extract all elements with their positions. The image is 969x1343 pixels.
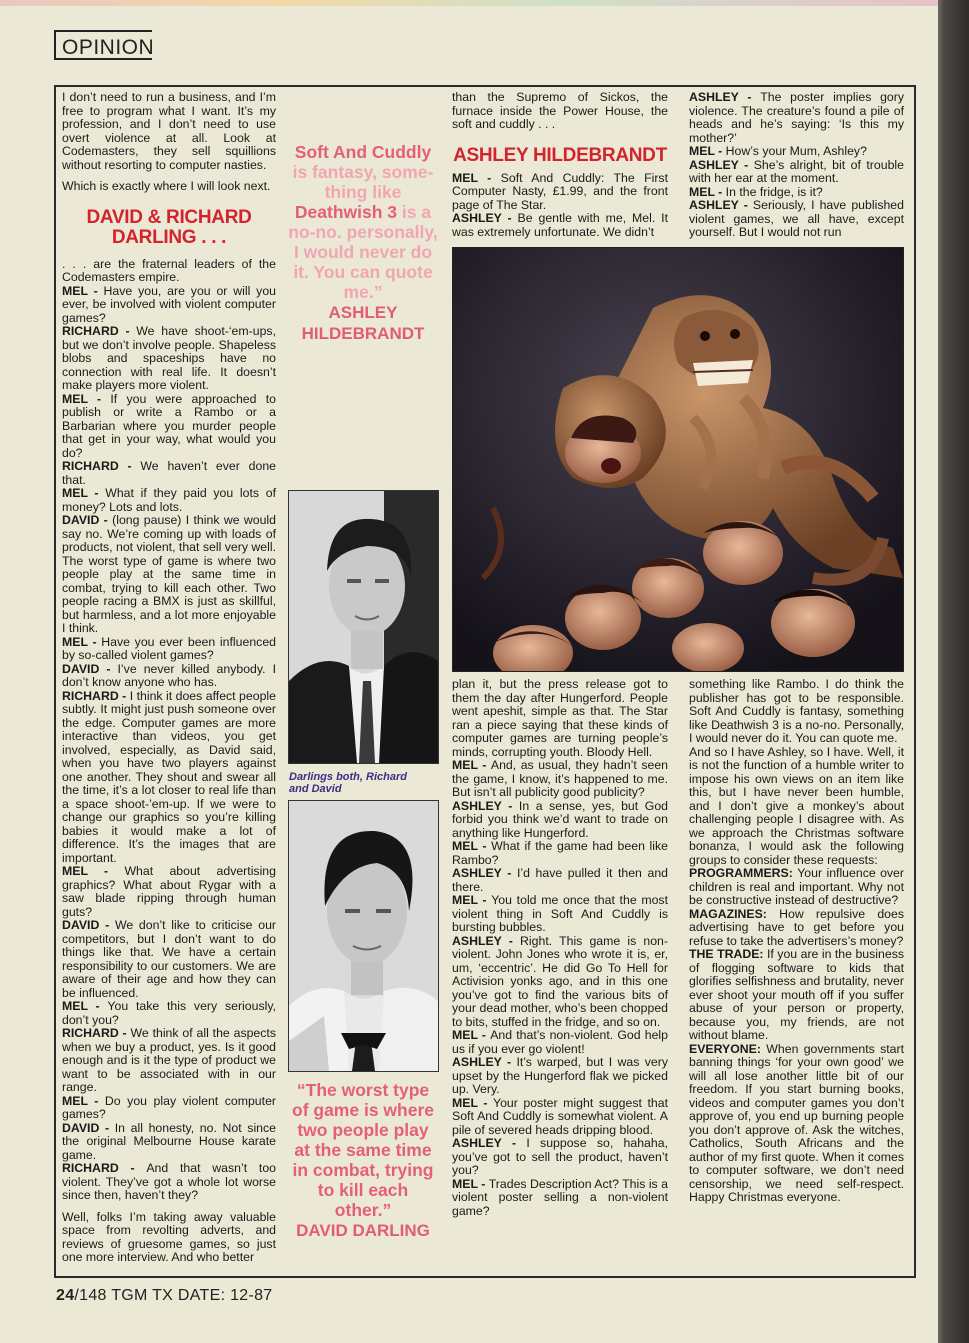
- pull-quote-text: “The worst type of game is where two people play at the same time in combat, trying to kill each other.”: [292, 1080, 434, 1220]
- interview-line: [452, 1029, 668, 1056]
- speaker-label: MEL -: [62, 864, 125, 878]
- interview-line: [452, 867, 668, 894]
- interview-line: [62, 285, 276, 326]
- column-3-bottom: [452, 678, 668, 1218]
- speech-text: I think it does affect people subtly. It might just push someone over the edge. Computer games are more interactive than videos, you get involved, especially, as David said, when you have two players against one another. They shout and swear all the time, it’s a lot closer to real life than a space shoot-’em-up. If we were to change our graphics so you’re killing babies it would make a lot of difference. It’s the images that are important.: [62, 688, 276, 865]
- speaker-label: MEL -: [452, 893, 492, 907]
- speaker-label: DAVID -: [62, 661, 118, 676]
- speech-text: Have you ever been influenced by so-called violent games?: [62, 634, 276, 662]
- speaker-label: MEL -: [452, 170, 501, 185]
- speaker-label: MEL -: [62, 1093, 105, 1108]
- col3-bottom-interview: [452, 678, 668, 1218]
- speaker-label: DAVID -: [62, 513, 113, 527]
- speech-text: Be gentle with me, Mel. It was extremely unfortunate. We didn’t: [452, 211, 668, 239]
- interview-line: [62, 1122, 276, 1163]
- poster-artwork-icon: [453, 248, 903, 671]
- column-4-top: [689, 91, 904, 240]
- intro-paragraph: Which is exactly where I will look next.: [62, 179, 271, 193]
- pull-quote-attribution: DAVID DARLING: [296, 1221, 430, 1240]
- pull-quote-attribution: ASHLEY HILDEBRANDT: [301, 303, 425, 343]
- interview-line: [452, 894, 668, 935]
- interview-line: [689, 91, 904, 145]
- speaker-label: ASHLEY -: [689, 198, 753, 212]
- top-color-strip: [0, 0, 938, 6]
- speaker-label: MEL -: [452, 1176, 489, 1191]
- speaker-label: ASHLEY -: [452, 798, 519, 813]
- interview-line: [62, 325, 276, 393]
- speech-text: You take this very seriously, don’t you?: [62, 999, 276, 1027]
- speaker-label: ASHLEY -: [452, 866, 517, 880]
- pull-quote-darling: [288, 1080, 438, 1241]
- interview-line: [62, 1027, 276, 1095]
- col4-top-interview: [689, 91, 904, 240]
- speech-text: I suppose so, hahaha, you’ve got to sell the product, haven’t you?: [452, 1136, 668, 1177]
- interview-line: [689, 948, 904, 1043]
- section-label: OPINION: [54, 30, 152, 60]
- interview-line: [452, 1056, 668, 1097]
- speech-text: What if the game had been like Rambo?: [452, 839, 668, 867]
- col1-interview: [62, 258, 276, 1203]
- speech-text: It’s warped, but I was very upset by the Hungerford flak we picked up. Very.: [452, 1055, 668, 1096]
- pull-quote-hildebrandt: [288, 142, 438, 344]
- intro-paragraph: I don’t need to run a business, and I’m free to program what I want. It’s my profession, and I don’t need to use overt violence at all. Look at Codemasters, they sell squillions without resorting to computer nasties.: [62, 90, 276, 172]
- speaker-label: THE TRADE:: [689, 947, 767, 961]
- portrait-richard-icon: [289, 491, 438, 763]
- interview-line: [452, 678, 668, 759]
- portrait-david-icon: [289, 801, 438, 1071]
- pull-quote-segment: is a no-no. personally, I would never do it. You can quote me.”: [288, 202, 438, 302]
- interview-line: [62, 258, 276, 285]
- speaker-label: ASHLEY -: [689, 157, 754, 172]
- speech-text: If you are in the business of flogging software to kids that glorifies selfishness and brutality, never ever shoot your mouth off if you suffer abuse of your person or property, because you, my friends, are not without blame.: [689, 947, 904, 1042]
- speech-text: And that’s non-violent. God help us if you ever go violent!: [452, 1028, 668, 1056]
- speaker-label: MEL -: [62, 283, 104, 298]
- interview-line: [689, 746, 904, 868]
- col4-bottom-interview: [689, 678, 904, 1205]
- photo-caption: Darlings both, Richard and David: [289, 771, 407, 795]
- interview-line: [452, 840, 668, 867]
- speech-text: How’s your Mum, Ashley?: [725, 144, 867, 158]
- interview-line: [62, 1162, 276, 1203]
- speech-text: The poster implies gory violence. The creature’s found a pile of heads and he’s saying: ‘Is this my mother?’: [689, 90, 904, 145]
- interview-line: [62, 919, 276, 1000]
- speaker-label: MEL -: [689, 184, 726, 199]
- column-1: [62, 91, 276, 1265]
- speech-text: Your poster might suggest that Soft And Cuddly is somewhat violent. A pile of severed heads dripping blood.: [452, 1095, 668, 1137]
- speech-text: If you were approached to publish or write a Rambo or a Barbarian where you murder people that get in your way, what would you do?: [62, 391, 276, 460]
- speech-text: When governments start banning things ‘for your own good’ we will all lose another little bit of our freedom. If you start burning books, videos and computer games you don’t approve of, you end up burning people you don’t approve of. Ask the witches, Catholics, South Africans and the author of my first quote. When it comes to computer software, we don’t need censorship, we need self-respect. Happy Christmas everyone.: [689, 1041, 904, 1204]
- speech-text: And so I have Ashley, so I have. Well, it is not the function of a humble writer to impose his own views on an item like this, but I have never been humble, and I don’t give a monkey’s about challenging people I disagree with. As we approach the Christmas software bonanza, I would ask the following groups to consider these requests:: [689, 744, 904, 867]
- speaker-label: RICHARD -: [62, 1161, 147, 1175]
- speaker-label: ASHLEY -: [452, 933, 521, 948]
- interview-line: [452, 1097, 668, 1138]
- interview-line: [452, 800, 668, 841]
- speech-text: We haven’t ever done that.: [62, 459, 276, 487]
- speech-text: We don’t like to criticise our competitors, but I don’t want to do things like that. We have a certain responsibility to our customers. We are aware of their age and how they can be influenced.: [62, 918, 276, 1000]
- speech-text: I’ve never killed anybody. I don’t know anyone who has.: [62, 661, 276, 689]
- speaker-label: MEL -: [452, 758, 491, 772]
- speaker-label: EVERYONE:: [689, 1041, 767, 1056]
- hildebrandt-heading: ASHLEY HILDEBRANDT: [453, 144, 667, 166]
- pull-quote-text: [288, 142, 437, 302]
- speech-text: (long pause) I think we would say no. We’re coming up with loads of products, not violent, that sell very well. The worst type of game is where two people play at the same time in combat, trying to kill each other. Two people racing a BMX is just as skillful, but harmless, and a lot more enjoyable I think.: [62, 513, 276, 635]
- speech-text: Right. This game is non-violent. John Jones who wrote it is, er, um, ‘eccentric’. He did Go To Hell for Activision yonks ago, and in this one you’ve got to find the various bits of your dead mother, who’s been chopped to bits, stuffed in the fridge, and so on.: [452, 933, 668, 1029]
- interview-line: [689, 145, 904, 159]
- speech-text: What about advertising graphics? What about Rygar with a saw blade ripping through human guts?: [62, 864, 276, 919]
- interview-line: [62, 636, 276, 663]
- speaker-label: ASHLEY -: [452, 1136, 527, 1150]
- speech-text: In all honesty, no. Not since the original Melbourne House karate game.: [62, 1120, 277, 1162]
- speech-text: What if they paid you lots of money? Lots and lots.: [62, 486, 276, 514]
- speaker-label: MEL -: [62, 486, 106, 500]
- speaker-label: RICHARD -: [62, 688, 130, 703]
- interview-line: [62, 865, 276, 919]
- speaker-label: DAVID -: [62, 918, 115, 932]
- pull-quote-title: Deathwish 3: [294, 202, 398, 222]
- interview-line: [62, 514, 276, 636]
- speaker-label: MEL -: [689, 144, 726, 158]
- speech-text: And, as usual, they hadn’t seen the game, I know, it’s happened to me. But isn’t all publicity good publicity?: [452, 758, 668, 799]
- speech-text: plan it, but the press release got to them the day after Hungerford. People went apeshit, simple as that. The Star ran a piece saying that these kinds of computer games are turning people’s minds, corrupting youth. Bloody Hell.: [452, 677, 668, 759]
- interview-line: [62, 1000, 276, 1027]
- interview-line: [62, 460, 276, 487]
- column-4-bottom: [689, 678, 904, 1205]
- interview-line: [62, 690, 276, 866]
- speech-text: . . . are the fraternal leaders of the Codemasters empire.: [62, 256, 276, 284]
- speaker-label: ASHLEY -: [452, 1055, 517, 1069]
- interview-line: [62, 663, 276, 690]
- speaker-label: RICHARD -: [62, 459, 141, 473]
- pull-quote-title: Soft And Cuddly: [294, 142, 432, 162]
- page-footer: [56, 1287, 273, 1305]
- speech-text: Soft And Cuddly: The First Computer Nasty, £1.99, and the front page of The Star.: [452, 170, 668, 212]
- col3-top-intro: than the Supremo of Sickos, the furnace inside the Power House, the soft and cuddly . . .: [452, 90, 668, 131]
- speaker-label: PROGRAMMERS:: [689, 866, 798, 880]
- speech-text: In the fridge, is it?: [725, 184, 823, 199]
- pull-quote-segment: is fantasy, something like: [292, 162, 434, 202]
- speaker-label: MAGAZINES:: [689, 906, 780, 921]
- speaker-label: MEL -: [452, 839, 492, 853]
- speech-text: I’d have pulled it then and there.: [452, 866, 668, 894]
- speaker-label: ASHLEY -: [689, 90, 761, 104]
- interview-line: [452, 212, 668, 239]
- speech-text: We have shoot-‘em-ups, but we don’t involve people. Shapeless blobs and spaceships have no connection with real life. It doesn’t make players more violent.: [62, 324, 276, 392]
- speech-text: You told me once that the most violent thing in Soft And Cuddly is bursting bubbles.: [452, 893, 668, 934]
- speaker-label: MEL -: [452, 1028, 491, 1042]
- interview-line: [62, 393, 276, 461]
- interview-line: [689, 186, 904, 200]
- speech-text: Your influence over children is real and important. Why not be constructive instead of destructive?: [689, 866, 904, 907]
- darling-heading: DAVID & RICHARD DARLING . . .: [86, 206, 252, 248]
- speech-text: something like Rambo. I do think the publisher has got to be responsible. Soft And Cuddly is fantasy, something like Deathwish 3 is a no-no. Personally, I would never do it. You can quote me.: [689, 677, 904, 745]
- speaker-label: MEL -: [62, 391, 111, 406]
- speech-text: We think of all the aspects when we buy a product, yes. Is it good enough and is it the type of product we want to be associated with in our range.: [62, 1026, 276, 1094]
- interview-line: [62, 487, 276, 514]
- speaker-label: MEL -: [62, 999, 108, 1013]
- speaker-label: MEL -: [62, 634, 102, 649]
- speaker-label: RICHARD -: [62, 1026, 131, 1040]
- interview-line: [689, 1043, 904, 1205]
- interview-line: [689, 908, 904, 949]
- speech-text: She’s alright, bit of trouble with her ear at the moment.: [689, 157, 904, 185]
- speech-text: Trades Description Act? This is a violent poster selling a non-violent game?: [452, 1176, 669, 1218]
- interview-line: [452, 759, 668, 800]
- soft-and-cuddly-poster-image: [452, 247, 904, 672]
- issue-info: /148 TGM TX DATE: 12-87: [74, 1287, 273, 1304]
- photo-richard-darling: [288, 490, 439, 764]
- col3-top-interview: [452, 172, 668, 240]
- speech-text: And that wasn’t too violent. They’ve got a whole lot worse since then, haven’t they?: [62, 1161, 276, 1202]
- speaker-label: MEL -: [452, 1095, 493, 1110]
- speaker-label: RICHARD -: [62, 324, 137, 338]
- interview-line: [689, 867, 904, 908]
- speaker-label: DAVID -: [62, 1120, 115, 1135]
- col1-intro: [62, 91, 276, 194]
- speaker-label: ASHLEY -: [452, 211, 518, 225]
- interview-line: [452, 1178, 668, 1219]
- speech-text: How repulsive does advertising have to get before you refuse to take the advertisers’s money?: [689, 906, 904, 948]
- speech-text: In a sense, yes, but God forbid you think we’d want to trade on anything like Hungerford.: [452, 798, 668, 840]
- interview-line: [62, 1095, 276, 1122]
- photo-david-darling: [288, 800, 439, 1072]
- interview-line: [452, 172, 668, 213]
- interview-line: [689, 678, 904, 746]
- page-number: 24: [56, 1287, 75, 1304]
- speech-text: Do you play violent computer games?: [62, 1093, 276, 1121]
- col1-outro: Well, folks I’m taking away valuable space from revolting adverts, and reviews of gruesome games, so just one more interview. And who better: [62, 1209, 276, 1264]
- interview-line: [689, 159, 904, 186]
- interview-line: [452, 1137, 668, 1178]
- speech-text: Have you, are you or will you ever, be involved with violent computer games?: [62, 283, 276, 325]
- interview-line: [452, 935, 668, 1030]
- column-3-top: [452, 91, 668, 239]
- interview-line: [689, 199, 904, 240]
- magazine-spine: [938, 0, 969, 1343]
- speech-text: Seriously, I have published violent games, we all have, except yourself. But I would not run: [689, 198, 904, 239]
